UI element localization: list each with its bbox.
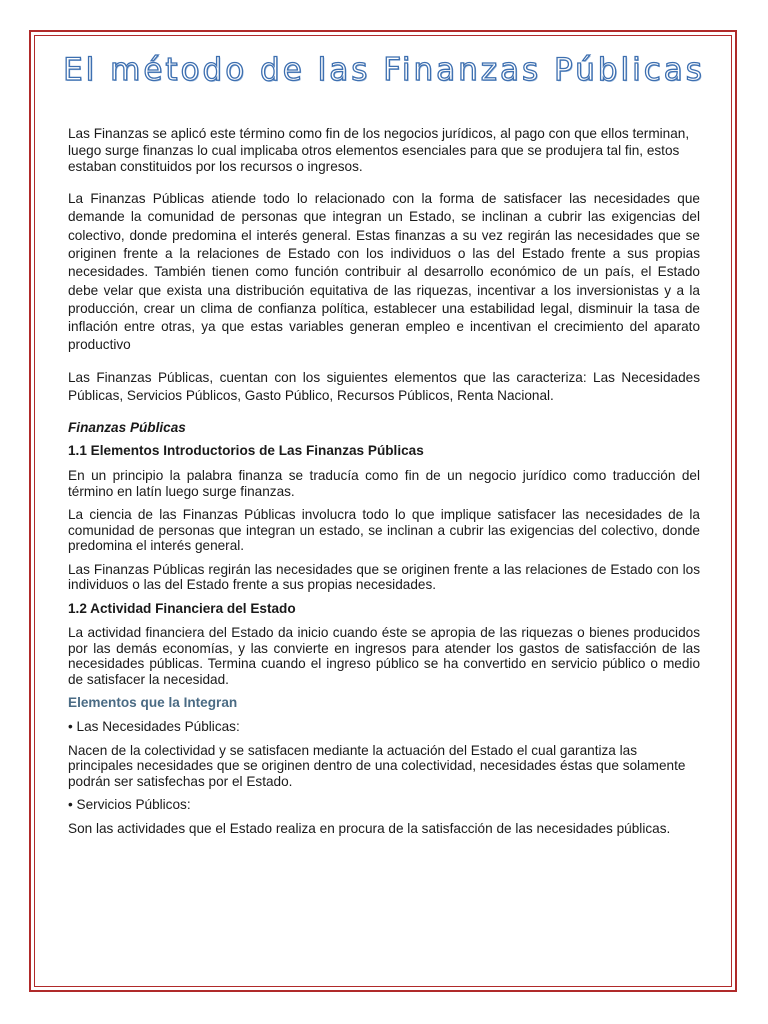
section-1-1-paragraph-2: La ciencia de las Finanzas Públicas involucra todo lo que implique satisfacer las necesidades de la comunidad de personas que integran un estado, se inclinan a cubrir las exigencias del colectivo, donde predomina el interés general. [68, 507, 700, 554]
section-1-1-paragraph-3: Las Finanzas Públicas regirán las necesidades que se originen frente a las relaciones de Estado con los individuos o las del Estado frente a sus propias necesidades. [68, 561, 700, 593]
elements-item-1-label: • Las Necesidades Públicas: [68, 719, 240, 735]
intro-paragraph-3: Las Finanzas Públicas, cuentan con los siguientes elementos que las caracteriza: Las Necesidades Públicas, Servicios Públicos, Gasto Público, Recursos Públicos, Renta Nacional. [68, 369, 700, 403]
elements-heading: Elementos que la Integran [68, 695, 238, 711]
elements-item-2-label: • Servicios Públicos: [68, 797, 191, 813]
document-title: El método de las Finanzas Públicas [63, 52, 705, 88]
intro-paragraph-2: La Finanzas Públicas atiende todo lo relacionado con la forma de satisfacer las necesidades que demande la comunidad de personas que integran un Estado, se inclinan a cubrir las exigencias del colectivo, donde predomina el interés general. Estas finanzas a su vez regirán las necesidades que se originen frente a la relaciones de Estado con los individuos o las del Estado frente a sus propias necesidades. También tienen como función contribuir al desarrollo económico de un país, el Estado debe velar que exista una distribución equitativa de las riquezas, incentivar a los inversionistas y a la producción, crear un clima de confianza política, establecer una estabilidad legal, disminuir la tasa de inflación entre otras, ya que estas variables generan empleo e incentivan el crecimiento del aparato productivo [68, 191, 700, 353]
elements-item-1-text: Nacen de la colectividad y se satisfacen mediante la actuación del Estado el cual garantiza las principales necesidades que se originen dentro de una colectividad, necesidades éstas que solamente podrán ser satisfechas por el Estado. [68, 742, 686, 789]
section-1-2-heading: 1.2 Actividad Financiera del Estado [68, 600, 296, 616]
section-1-2-paragraph: La actividad financiera del Estado da inicio cuando éste se apropia de las riquezas o bienes producidos por las demás economías, y las convierte en ingresos para atender los gastos de satisfacción de las necesidades públicas. Termina cuando el ingreso público se ha convertido en servicio público o medio de satisfacer la necesidad. [68, 625, 700, 687]
intro-paragraph-1: Las Finanzas se aplicó este término como fin de los negocios jurídicos, al pago con que ellos terminan, luego surge finanzas lo cual implicaba otros elementos esenciales para que se produjera tal fin, estos estaban constituidos por los recursos o ingresos. [68, 126, 690, 175]
elements-item-2-text: Son las actividades que el Estado realiza en procura de la satisfacción de las necesidades públicas. [68, 820, 671, 836]
document-body [68, 126, 700, 844]
section-1-1-paragraph-1: En un principio la palabra finanza se traducía como fin de un negocio jurídico como traducción del término en latín luego surge finanzas. [68, 468, 700, 499]
section-1-1-heading: 1.1 Elementos Introductorios de Las Finanzas Públicas [68, 443, 424, 459]
section-heading: Finanzas Públicas [68, 419, 186, 435]
